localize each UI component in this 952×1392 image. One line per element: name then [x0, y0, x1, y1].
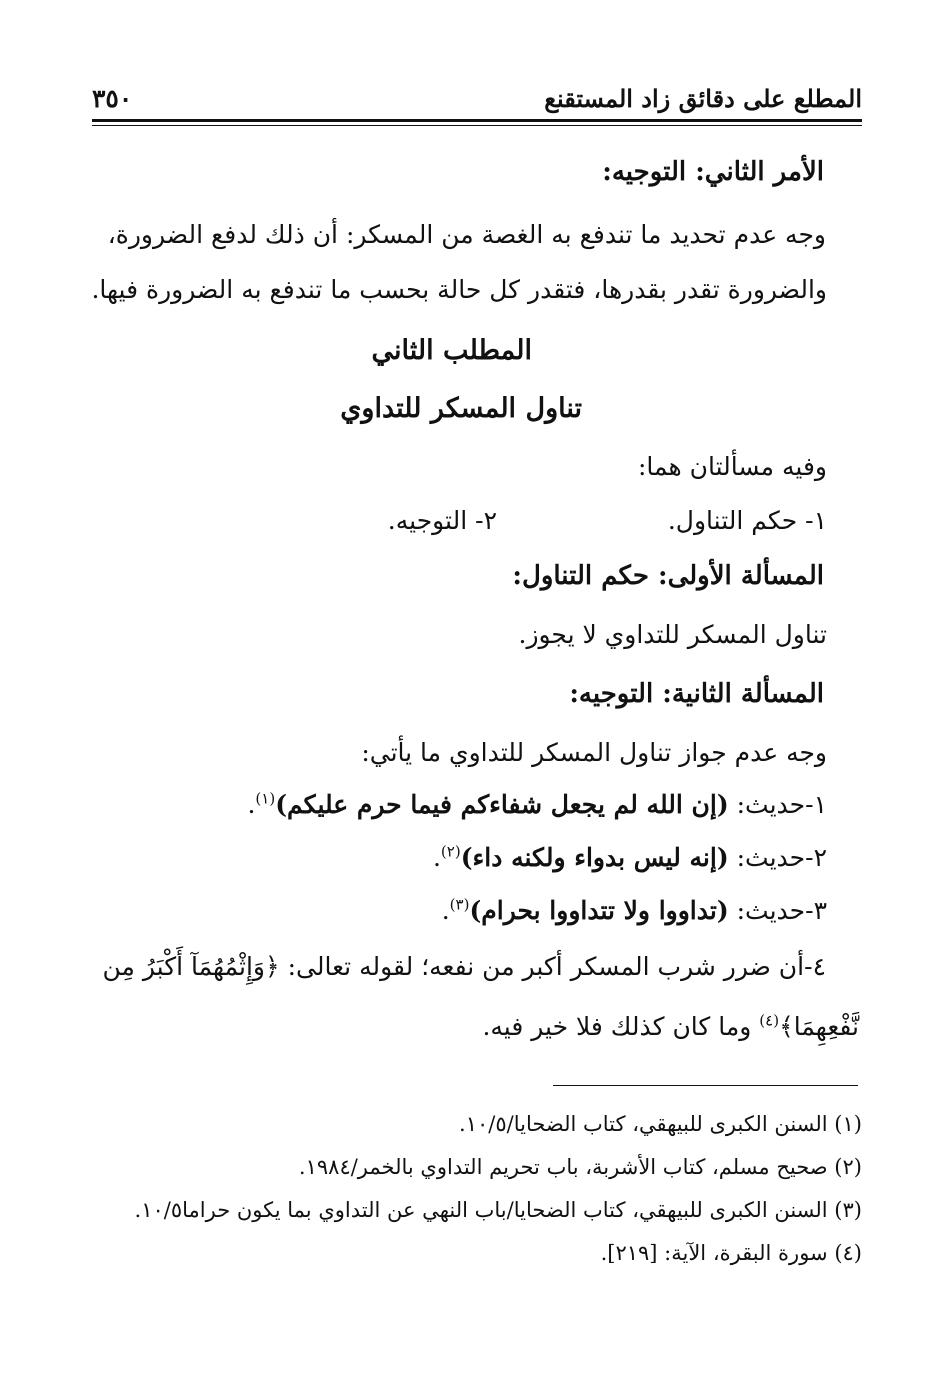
ruling-text: تناول المسكر للتداوي لا يجوز.	[518, 620, 827, 649]
footnote: (٣) السنن الكبرى للبيهقي، كتاب الضحايا/باب النهي عن التداوي بما يكون حراما١٠/٥.	[134, 1198, 862, 1222]
section-title: المطلب الثاني	[371, 335, 532, 366]
heading-second-matter: الأمر الثاني: التوجيه:	[602, 157, 824, 187]
intro-text: وفيه مسألتان هما:	[638, 452, 827, 481]
point-prefix: ٢-حديث:	[736, 843, 827, 872]
point-prefix: ١-حديث:	[736, 790, 827, 819]
book-title: المطلع على دقائق زاد المستقنع	[544, 84, 862, 113]
list-item	[247, 790, 827, 820]
hadith-text: (تداووا ولا تتداووا بحرام)	[469, 896, 729, 925]
hadith-text: (إنه ليس بدواء ولكنه داء)	[460, 843, 729, 872]
header-rule-thick	[92, 119, 862, 122]
list-item: ٤-أن ضرر شرب المسكر أكبر من نفعه؛ لقوله تعالى: ﴿وَإِثْمُهُمَآ أَكْبَرُ مِن	[102, 952, 826, 981]
end-mark: .	[247, 790, 256, 819]
footnote-ref[interactable]: (٣)	[449, 895, 470, 914]
footnote: (٢) صحيح مسلم، كتاب الأشربة، باب تحريم التداوي بالخمر/١٩٨٤.	[298, 1155, 862, 1179]
list-item	[433, 843, 827, 873]
end-mark: .	[441, 896, 450, 925]
list-item	[442, 896, 827, 926]
heading-second-issue: المسألة الثانية: التوجيه:	[569, 679, 824, 709]
list-item: ١- حكم التناول.	[667, 506, 827, 535]
heading-first-issue: المسألة الأولى: حكم التناول:	[512, 561, 824, 591]
paragraph-line: وما كان كذلك فلا خير فيه.	[482, 1012, 760, 1041]
footnote-ref[interactable]: (١)	[255, 789, 276, 808]
end-mark: .	[432, 843, 441, 872]
point-prefix: ٣-حديث:	[736, 896, 827, 925]
footnote: (٤) سورة البقرة، الآية: [٢١٩].	[600, 1241, 862, 1265]
header-rule-thin	[92, 125, 862, 126]
paragraph-line: والضرورة تقدر بقدرها، فتقدر كل حالة بحسب ما تندفع به الضرورة فيها.	[91, 275, 827, 304]
running-header	[92, 80, 862, 120]
list-item: ٢- التوجيه.	[387, 506, 497, 535]
footnote-ref[interactable]: (٤)	[759, 1011, 780, 1030]
section-subtitle: تناول المسكر للتداوي	[340, 393, 582, 424]
justification-intro: وجه عدم جواز تناول المسكر للتداوي ما يأتي:	[361, 738, 827, 767]
hadith-text: (إن الله لم يجعل شفاءكم فيما حرم عليكم)	[275, 790, 729, 819]
footnote-separator	[553, 1085, 858, 1086]
footnote: (١) السنن الكبرى للبيهقي، كتاب الضحايا/١٠/٥.	[459, 1112, 862, 1136]
list-item-continuation	[482, 1012, 859, 1042]
paragraph-line: وجه عدم تحديد ما تندفع به الغصة من المسكر: أن ذلك لدفع الضرورة،	[107, 220, 826, 249]
footnote-ref[interactable]: (٢)	[440, 842, 461, 861]
page-number: ٣٥٠	[92, 84, 133, 113]
quran-verse: نَّفْعِهِمَا﴾	[779, 1012, 859, 1041]
